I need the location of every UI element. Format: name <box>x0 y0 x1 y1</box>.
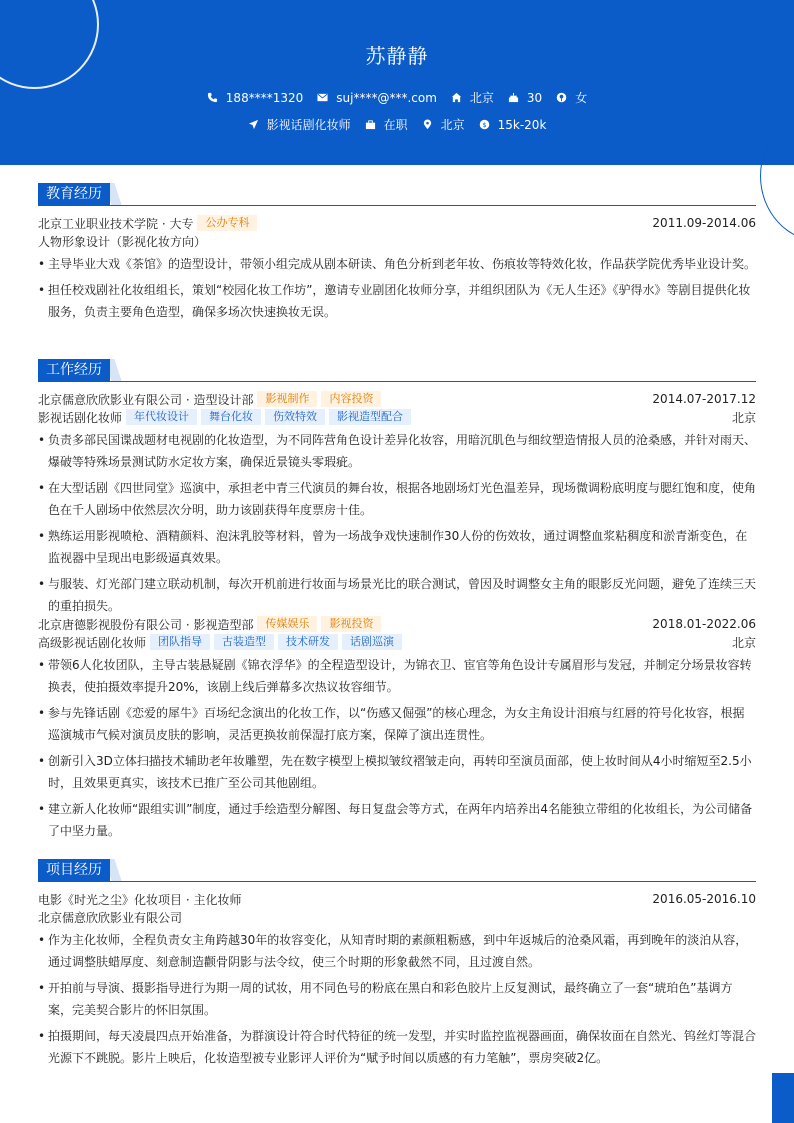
job-dates: 2014.07-2017.12 <box>652 392 756 406</box>
company-tag: 影视投资 <box>321 616 381 632</box>
company-name: 北京唐德影视股份有限公司 · 影视造型部 <box>38 617 254 632</box>
education-bullets <box>38 253 756 323</box>
phone-text: 188****1320 <box>225 90 304 105</box>
age-text: 30 <box>526 90 543 105</box>
education-section <box>38 183 756 327</box>
school-name: 北京工业职业技术学院 · 大专 <box>38 216 194 231</box>
skill-tag: 影视造型配合 <box>329 409 411 425</box>
location-item <box>451 89 494 106</box>
mail-icon <box>317 92 328 103</box>
job-bullets <box>38 654 756 842</box>
list-item: • 带领6人化妆团队，主导古装悬疑剧《锦衣浮华》的全程造型设计，为锦衣卫、宦官等角色设计专属眉形与发冠，并制定分场景妆容转换表，使拍摄效率提升20%，该剧上线后弹幕多次热议妆容细节。 <box>38 654 756 698</box>
company-tag: 内容投资 <box>321 391 381 407</box>
location-text: 北京 <box>469 91 494 105</box>
skill-tag: 伤效特效 <box>265 409 325 425</box>
money-icon <box>479 119 490 130</box>
svg-text:$: $ <box>482 120 487 129</box>
project-company-row <box>38 908 756 926</box>
projects-section <box>38 859 756 1073</box>
skill-tag: 技术研发 <box>278 634 338 650</box>
list-item: • 负责多部民国谍战题材电视剧的化妆造型，为不同阵营角色设计差异化妆容，用暗沉肌色与细纹塑造情报人员的沧桑感，并针对雨天、爆破等特殊场景测试防水定妆方案，确保近景镜头零瑕疵。 <box>38 429 756 473</box>
send-icon <box>248 119 259 130</box>
company-tag: 传媒娱乐 <box>257 616 317 632</box>
gender-icon <box>556 92 567 103</box>
decorative-bar <box>772 1073 794 1123</box>
company-row <box>38 615 756 633</box>
briefcase-icon <box>365 119 376 130</box>
section-title: 工作经历 <box>38 359 110 381</box>
education-dates: 2011.09-2014.06 <box>652 216 756 230</box>
school-tag: 公办专科 <box>197 215 257 231</box>
city-item <box>422 116 465 133</box>
job-dates: 2018.01-2022.06 <box>652 617 756 631</box>
cake-icon <box>508 92 519 103</box>
gender-item <box>556 89 587 106</box>
salary-item <box>479 118 547 132</box>
project-name: 电影《时光之尘》化妆项目 · 主化妆师 <box>38 892 242 907</box>
project-header-row <box>38 890 756 908</box>
major-row <box>38 232 756 250</box>
company-row <box>38 390 756 408</box>
list-item: • 参与先锋话剧《恋爱的犀牛》百场纪念演出的化妆工作，以“伤感又倔强”的核心理念，为女主角设计泪痕与红唇的符号化妆容，根据巡演城市气候对演员皮肤的影响，灵活更换妆前保湿打底方案，保障了演出连贯性。 <box>38 702 756 746</box>
project-dates: 2016.05-2016.10 <box>652 892 756 906</box>
status-text: 在职 <box>383 118 408 132</box>
salary-text: 15k-20k <box>497 117 547 132</box>
position-text: 影视话剧化妆师 <box>266 118 351 132</box>
company-tag: 影视制作 <box>257 391 317 407</box>
list-item: • 担任校戏剧社化妆组组长，策划“校园化妆工作坊”，邀请专业剧团化妆师分享，并组织团队为《无人生还》《驴得水》等剧目提供化妆服务，负责主要角色造型，确保多场次快速换妆无误。 <box>38 279 756 323</box>
section-header <box>38 859 756 882</box>
skill-tag: 团队指导 <box>150 634 210 650</box>
job-entry <box>38 390 756 617</box>
role-row <box>38 408 756 426</box>
list-item: • 拍摄期间，每天凌晨四点开始准备，为群演设计符合时代特征的统一发型，并实时监控监视器画面，确保妆面在自然光、钨丝灯等混合光源下不跳脱。影片上映后，化妆造型被专业影评人评价为“赋予时间以质感的有力笔触”，票房突破2亿。 <box>38 1025 756 1069</box>
phone-item <box>207 91 303 105</box>
skill-tag: 年代妆设计 <box>126 409 197 425</box>
section-header <box>38 183 756 206</box>
map-pin-icon <box>422 119 433 130</box>
resume-header <box>0 0 794 165</box>
skill-tag: 古装造型 <box>214 634 274 650</box>
section-title: 教育经历 <box>38 183 110 205</box>
age-item <box>508 91 542 105</box>
status-item <box>365 116 408 133</box>
list-item: • 主导毕业大戏《茶馆》的造型设计，带领小组完成从剧本研读、角色分析到老年妆、伤痕妆等特效化妆，作品获学院优秀毕业设计奖。 <box>38 253 756 275</box>
phone-icon <box>207 92 218 103</box>
contact-row <box>0 89 794 106</box>
job-intent-row <box>0 116 794 133</box>
section-header <box>38 359 756 382</box>
skill-tag: 舞台化妆 <box>201 409 261 425</box>
company-name: 北京儒意欣欣影业有限公司 · 造型设计部 <box>38 392 254 407</box>
list-item: • 作为主化妆师，全程负责女主角跨越30年的妆容变化，从知青时期的素颜粗粝感，到中年返城后的沧桑风霜，再到晚年的淡泊从容，通过调整肤蜡厚度、刻意制造颧骨阴影与法令纹，使三个时期的形象截然不同，且过渡自然。 <box>38 929 756 973</box>
education-header-row <box>38 214 756 232</box>
candidate-name: 苏静静 <box>365 44 429 68</box>
list-item: • 熟练运用影视喷枪、酒精颜料、泡沫乳胶等材料，曾为一场战争戏快速制作30人份的伤效妆，通过调整血浆粘稠度和淤青渐变色，在监视器中呈现出电影级逼真效果。 <box>38 525 756 569</box>
city-text: 北京 <box>440 118 465 132</box>
role-title: 高级影视话剧化妆师 <box>38 635 147 650</box>
role-row <box>38 633 756 651</box>
job-city: 北京 <box>731 635 756 650</box>
home-icon <box>451 92 462 103</box>
position-item <box>248 116 351 133</box>
list-item: • 开拍前与导演、摄影指导进行为期一周的试妆，用不同色号的粉底在黑白和彩色胶片上反复测试，最终确立了一套“琥珀色”基调方案，完美契合影片的怀旧氛围。 <box>38 977 756 1021</box>
job-bullets <box>38 429 756 617</box>
list-item: • 在大型话剧《四世同堂》巡演中，承担老中青三代演员的舞台妆，根据各地剧场灯光色温差异，现场微调粉底明度与腮红饱和度，使角色在千人剧场中依然层次分明，助力该剧获得年度票房十佳。 <box>38 477 756 521</box>
major-text: 人物形象设计（影视化妆方向） <box>38 234 207 249</box>
gender-text: 女 <box>575 91 588 105</box>
section-title: 项目经历 <box>38 859 110 881</box>
email-text: suj****@***.com <box>336 90 437 105</box>
email-item <box>317 91 437 105</box>
work-section <box>38 359 756 846</box>
project-bullets <box>38 929 756 1069</box>
skill-tag: 话剧巡演 <box>342 634 402 650</box>
role-title: 影视话剧化妆师 <box>38 410 123 425</box>
job-entry <box>38 615 756 842</box>
list-item: • 建立新人化妆师“跟组实训”制度，通过手绘造型分解图、每日复盘会等方式，在两年内培养出4名能独立带组的化妆组长，为公司储备了中坚力量。 <box>38 798 756 842</box>
job-city: 北京 <box>731 410 756 425</box>
list-item: • 创新引入3D立体扫描技术辅助老年妆雕塑，先在数字模型上模拟皱纹褶皱走向，再转印至演员面部，使上妆时间从4小时缩短至2.5小时，且效果更真实，该技术已推广至公司其他剧组。 <box>38 750 756 794</box>
project-company: 北京儒意欣欣影业有限公司 <box>38 910 183 925</box>
list-item: • 与服装、灯光部门建立联动机制，每次开机前进行妆面与场景光比的联合测试，曾因及时调整女主角的眼影反光问题，避免了连续三天的重拍损失。 <box>38 573 756 617</box>
